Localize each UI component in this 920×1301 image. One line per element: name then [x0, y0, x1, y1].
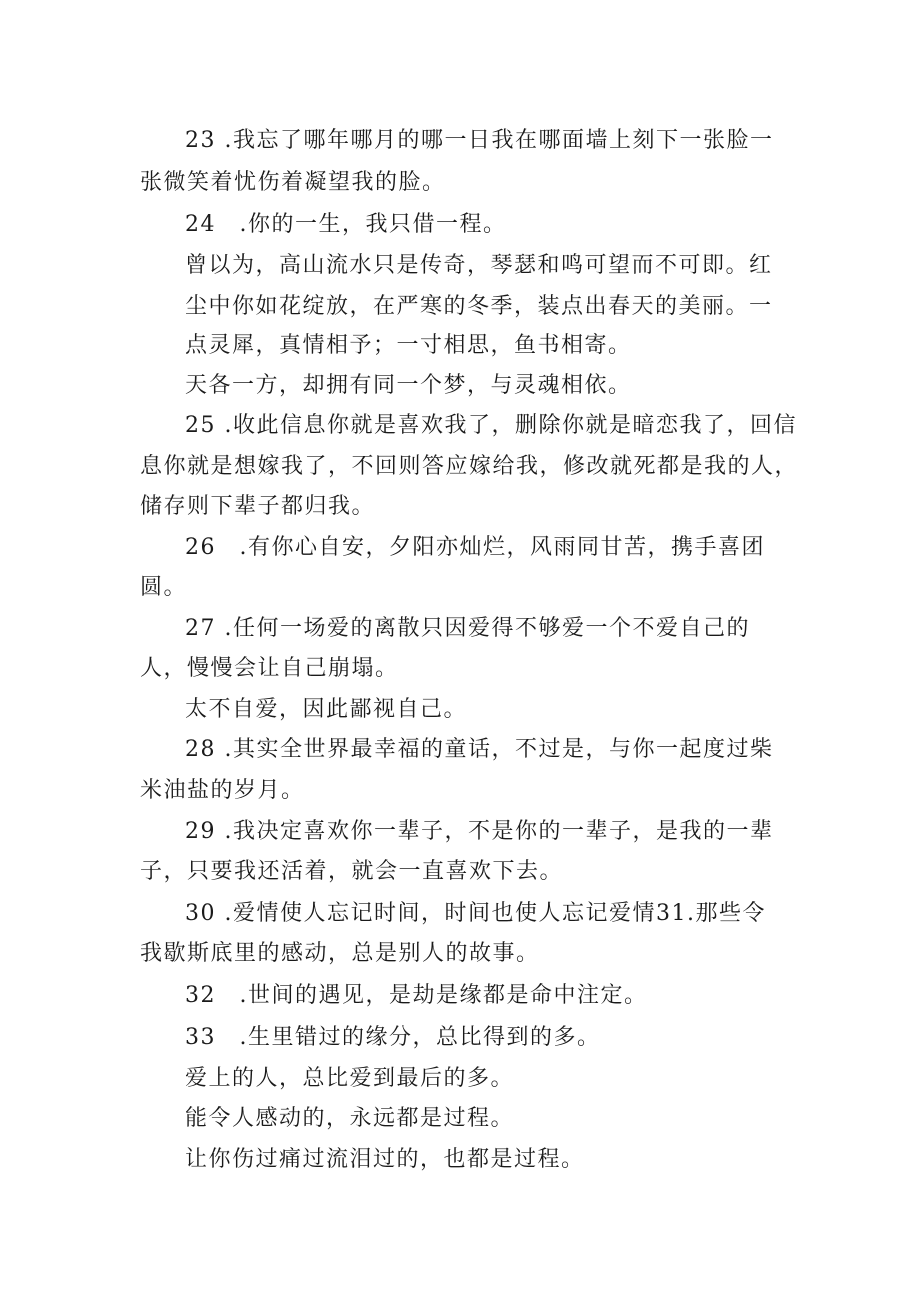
- paragraph-33-line-3: 能令人感动的，永远都是过程。: [185, 1106, 515, 1131]
- paragraph-29-line-1: 29 .我决定喜欢你一辈子，不是你的一辈子，是我的一辈: [185, 819, 774, 844]
- paragraph-24-line-4: 点灵犀，真情相予；一寸相思，鱼书相寄。: [185, 333, 632, 358]
- paragraph-28-line-2: 米油盐的岁月。: [140, 778, 305, 803]
- paragraph-26-line-2: 圆。: [140, 575, 188, 600]
- paragraph-32-line-1: 32 .世间的遇见，是劫是缘都是命中注定。: [185, 983, 648, 1008]
- paragraph-24-line-1: 24 .你的一生，我只借一程。: [185, 212, 507, 237]
- paragraph-25-line-2: 息你就是想嫁我了，不回则答应嫁给我，修改就死都是我的人，: [140, 454, 799, 479]
- paragraph-24-line-5: 天各一方，却拥有同一个梦，与灵魂相依。: [185, 373, 632, 398]
- paragraph-27-line-3: 太不自爱，因此鄙视自己。: [185, 697, 468, 722]
- paragraph-24-line-2: 曾以为，高山流水只是传奇，琴瑟和鸣可望而不可即。红: [185, 253, 773, 278]
- paragraph-25-line-1: 25 .收此信息你就是喜欢我了，删除你就是暗恋我了，回信: [185, 413, 797, 438]
- paragraph-33-line-2: 爱上的人，总比爱到最后的多。: [185, 1066, 515, 1091]
- paragraph-28-line-1: 28 .其实全世界最幸福的童话，不过是，与你一起度过柴: [185, 737, 774, 762]
- paragraph-30-line-2: 我歇斯底里的感动，总是别人的故事。: [140, 941, 540, 966]
- paragraph-33-line-4: 让你伤过痛过流泪过的，也都是过程。: [185, 1147, 585, 1172]
- paragraph-29-line-2: 子，只要我还活着，就会一直喜欢下去。: [140, 859, 564, 884]
- paragraph-26-line-1: 26 .有你心自安，夕阳亦灿烂，风雨同甘苦，携手喜团: [185, 535, 765, 560]
- paragraph-24-line-3: 尘中你如花绽放，在严寒的冬季，装点出春天的美丽。一: [185, 294, 773, 319]
- paragraph-23-line-1: 23 .我忘了哪年哪月的哪一日我在哪面墙上刻下一张脸一: [185, 128, 774, 153]
- paragraph-25-line-3: 储存则下辈子都归我。: [140, 494, 376, 519]
- paragraph-23-line-2: 张微笑着忧伤着凝望我的脸。: [140, 170, 446, 195]
- paragraph-30-line-1: 30 .爱情使人忘记时间，时间也使人忘记爱情31.那些令: [185, 901, 766, 926]
- paragraph-27-line-1: 27 .任何一场爱的离散只因爱得不够爱一个不爱自己的: [185, 616, 750, 641]
- paragraph-27-line-2: 人，慢慢会让自己崩塌。: [140, 656, 399, 681]
- paragraph-33-line-1: 33 .生里错过的缘分，总比得到的多。: [185, 1025, 601, 1050]
